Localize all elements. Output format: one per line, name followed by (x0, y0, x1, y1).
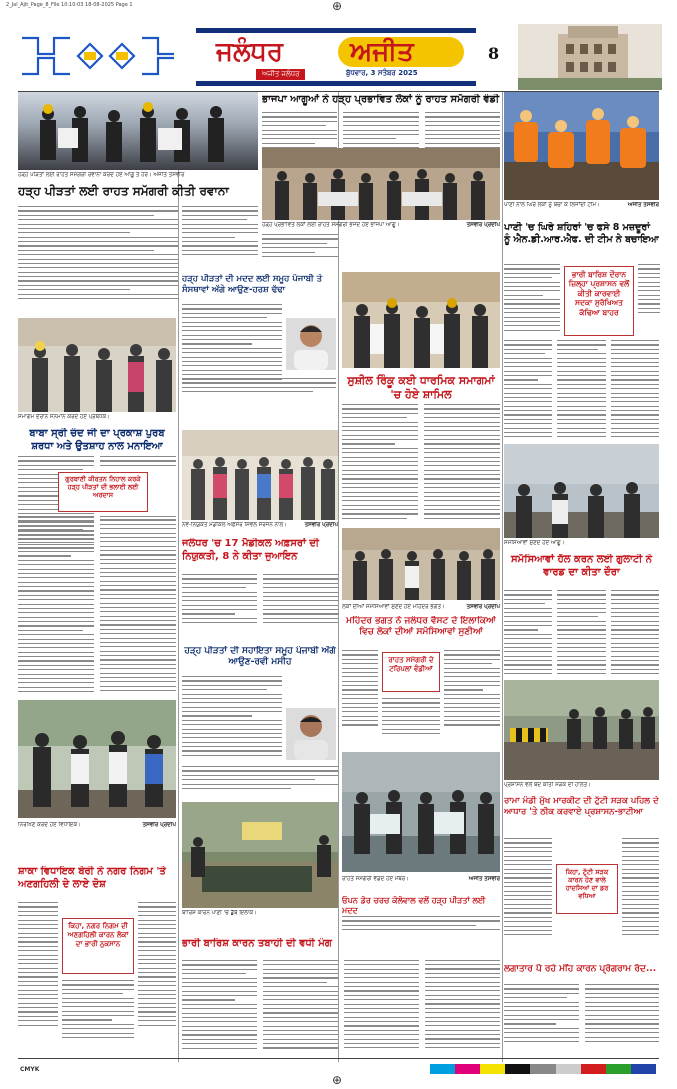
story3-caption (504, 202, 659, 209)
story13-photo (342, 752, 500, 872)
story9-body-col2 (444, 650, 500, 746)
column-rule (338, 92, 339, 1062)
story6-headline: ਬਾਬਾ ਸ੍ਰੀ ਚੰਦ ਜੀ ਦਾ ਪ੍ਰਕਾਸ਼ ਪੁਰਬ ਸ਼ਰਧਾ ਅਤੇ ਉਤਸ਼ਾਹ ਨਾਲ ਮਨਾਇਆ (29, 428, 165, 452)
story12-caption: ਬਾਰਿਸ਼ ਕਾਰਨ ਪਾਣੀ 'ਚ ਡੁੱਬੇ ਇਲਾਕੇ। (182, 910, 257, 916)
section-rule (18, 1058, 659, 1059)
file-info-strip: 2_Jal_Ajit_Page_8_File 10:10:03 18-08-2025 Page 1 (6, 2, 133, 8)
column-rule (502, 92, 503, 1062)
story1-headline: ਹੜ੍ਹ ਪੀੜਤਾਂ ਲਈ ਰਾਹਤ ਸਮੱਗਰੀ ਕੀਤੀ ਰਵਾਨਾ (18, 184, 229, 198)
story14-photo (504, 680, 659, 780)
masthead (18, 24, 662, 90)
story14-highlight-box: ਕਿਹਾ, ਟੁੱਟੀ ਸੜਕ ਕਾਰਨ ਹੋਣ ਵਾਲੇ ਹਾਦਸਿਆਂ ਦਾ ਡਰ ਵਧਿਆ (556, 864, 618, 914)
masthead-right-building (518, 24, 662, 90)
story11-caption-text: ਨਿਰੀਖਣ ਕਰਦੇ ਹੋਏ ਵਿਧਾਇਕ। (18, 822, 81, 828)
story3-body (504, 264, 560, 334)
story11-body-lower (62, 980, 134, 1052)
story2-credit: ਤਸਵੀਰ ਪ੍ਰਦੀਪ (466, 222, 500, 228)
column-rule (178, 92, 179, 1062)
color-swatch-grey (530, 1064, 555, 1074)
section-rule (18, 91, 659, 92)
story10-portrait (286, 708, 336, 760)
story7-caption (182, 522, 338, 529)
story1-photo (18, 92, 258, 170)
story1-caption: ਹੜ੍ਹ ਪੀੜਤਾਂ ਲਈ ਰਾਹਤ ਸਮੱਗਰੀ ਰਵਾਨਾ ਕਰਦੇ ਹੋਏ ਆਗੂ ਤੇ ਹੋਰ। ਅਜੀਤ ਤਸਵੀਰ (18, 172, 185, 178)
story3-body-lower (504, 340, 659, 440)
story7-headline: ਜਲੰਧਰ 'ਚ 17 ਮੈਡੀਕਲ ਅਫ਼ਸਰਾਂ ਦੀ ਨਿਯੁਕਤੀ, 8 ਨੇ ਕੀਤਾ ਜੁਆਇਨ (182, 538, 320, 562)
story11-body (18, 902, 58, 1052)
story2-caption-text: ਹੜ੍ਹ ਪ੍ਰਭਾਵਿਤ ਲੋਕਾਂ ਲਈ ਰਾਹਤ ਸਮੱਗਰੀ ਭੇਜਦੇ ਹੋਏ ਭਾਜਪਾ ਆਗੂ। (262, 222, 400, 228)
story12-body (182, 960, 500, 1052)
story6-body-lower (18, 516, 176, 692)
footer-cmyk-label: CMYK (20, 1066, 40, 1073)
story9-caption-text: ਲੋਕਾਂ ਦੀਆਂ ਸਮੱਸਿਆਵਾਂ ਸੁਣਦੇ ਹੋਏ ਮਹਿੰਦਰ ਭਗਤ। (342, 604, 445, 610)
story8-caption: ਸਮੱਸਿਆਵਾਂ ਸੁਣਦੇ ਹੋਏ ਆਗੂ। (504, 540, 565, 546)
story3-caption-text: ਪਾਣੀ ਨਾਲ ਘਿਰੇ ਲੋਕਾਂ ਨੂੰ ਬਚਾ ਕੇ ਲਿਜਾਂਦੀ ਟੀਮ। (504, 202, 600, 208)
story3-photo (504, 92, 659, 200)
story11-credit: ਤਸਵੀਰ ਪ੍ਰਦੀਪ (142, 822, 176, 828)
masthead-title-right: ਅਜੀਤ (350, 37, 414, 67)
story6-body-col2 (100, 456, 176, 471)
story9-highlight-box: ਰਾਹਤ ਸਮੱਗਰੀ ਦੇ ਟਰਿਪਲਾਂ ਵੰਡੀਆਂ (382, 652, 440, 692)
story9-credit: ਤਸਵੀਰ ਪ੍ਰਦੀਪ (466, 604, 500, 610)
story2-photo (262, 148, 500, 220)
story15-headline: ਲਗਾਤਾਰ ਪੈ ਰਹੇ ਮੀਂਹ ਕਾਰਨ ਪ੍ਰੋਗਰਾਮ ਰੱਦ... (504, 964, 657, 974)
color-swatch-cyan (430, 1064, 455, 1074)
story10-body (182, 676, 282, 766)
story4-headline: ਹੜ੍ਹ ਪੀੜਤਾਂ ਦੀ ਮਦਦ ਲਈ ਸਮੂਹ ਪੰਜਾਬੀ ਤੇ ਸੰਸਥਾਵਾਂ ਅੱਗੇ ਆਉਣ-ਹਰਸ਼ ਢੱਢਾ (182, 274, 323, 295)
color-swatch-black (505, 1064, 530, 1074)
story11-caption (18, 822, 176, 829)
color-swatch-red (581, 1064, 606, 1074)
story9-caption (342, 604, 500, 611)
story13-body (342, 916, 500, 934)
footer-color-bar (430, 1064, 656, 1074)
story3-credit: ਅਜੀਤ ਤਸਵੀਰ (627, 202, 659, 208)
story13-credit: ਅਜੀਤ ਤਸਵੀਰ (468, 876, 500, 882)
story3-highlight-box: ਭਾਰੀ ਬਾਰਿਸ਼ ਦੌਰਾਨ ਜ਼ਿਲ੍ਹਾ ਪ੍ਰਸ਼ਾਸਨ ਵਲੋਂ ਕੀਤੀ ਕਾਰਵਾਈ ਸਦਕਾ ਸੁਰੱਖਿਅਤ ਕੱਢਿਆ ਬਾਹਰ (564, 266, 634, 336)
story2-caption (262, 222, 500, 229)
story5-body (342, 404, 500, 522)
story9-photo (342, 528, 500, 600)
color-swatch-blue (631, 1064, 656, 1074)
story6-highlight-box: ਗੁਰਬਾਣੀ ਕੀਰਤਨ ਨਿਹਾਲ ਕਰਕੇ ਹੜ੍ਹ ਪੀੜਤਾਂ ਦੀ ਭਲਾਈ ਲਈ ਅਰਦਾਸ (58, 472, 148, 512)
masthead-left-pattern (18, 30, 178, 82)
story9-headline: ਮਹਿੰਦਰ ਭਗਤ ਨੇ ਜਲੰਧਰ ਵੈਸਟ ਦੇ ਇਲਾਕਿਆਂ ਵਿਚ ਲੋਕਾਂ ਦੀਆਂ ਸਮੱਸਿਆਵਾਂ ਸੁਣੀਆਂ (346, 616, 496, 638)
registration-mark-bottom: ⊕ (332, 1073, 343, 1087)
story5-photo (342, 272, 500, 368)
story4-portrait (286, 318, 336, 370)
masthead-date: ਬੁੱਧਵਾਰ, 3 ਸਤੰਬਰ 2025 (346, 69, 418, 77)
page-number: 8 (488, 44, 500, 63)
color-swatch-green (606, 1064, 631, 1074)
story5-headline: ਸੁਸ਼ੀਲ ਰਿੰਕੂ ਕਈ ਧਾਰਮਿਕ ਸਮਾਗਮਾਂ 'ਚ ਹੋਏ ਸ਼ਾਮਿਲ (347, 374, 495, 401)
story11-photo (18, 700, 176, 818)
story8-headline: ਸਮੱਸਿਆਵਾਂ ਹੱਲ ਕਰਨ ਲਈ ਗੁਲਾਟੀ ਨੇ ਵਾਰਡ ਦਾ ਕੀਤਾ ਦੌਰਾ (511, 554, 652, 578)
color-swatch-magenta (455, 1064, 480, 1074)
story11-body-col2 (138, 902, 176, 1052)
story1-body (18, 206, 178, 311)
story7-body (182, 574, 338, 634)
masthead-sub-left: ਅਜੀਤ ਜਲੰਧਰ (256, 69, 305, 80)
story1-body-col2 (182, 206, 258, 266)
story11-highlight-box: ਕਿਹਾ, ਨਗਰ ਨਿਗਮ ਦੀ ਅਣਗਹਿਲੀ ਕਾਰਨ ਲੋਕਾਂ ਦਾ ਭਾਰੀ ਨੁਕਸਾਨ (62, 918, 134, 974)
story14-caption: ਪ੍ਰਸ਼ਾਸਨ ਵਲੋਂ ਬੰਦ ਕੀਤੀ ਸੜਕ ਦੀ ਹਾਲਤ। (504, 782, 591, 788)
story14-headline: ਰਾਮਾ ਮੰਡੀ ਮੁੱਖ ਮਾਰਕੀਟ ਦੀ ਟੁੱਟੀ ਸੜਕ ਪਹਿਲ ਦੇ ਆਧਾਰ 'ਤੇ ਠੀਕ ਕਰਵਾਏ ਪ੍ਰਸ਼ਾਸਨ-ਭਾਟੀਆ (504, 796, 659, 817)
story9-body-lower (382, 698, 440, 746)
story9-body (342, 650, 378, 746)
color-swatch-yellow (480, 1064, 505, 1074)
story11-headline: ਸ਼ਾਕਾ ਵਿਧਾਇਕ ਬੇਰੀ ਨੇ ਨਗਰ ਨਿਗਮ 'ਤੇ ਅਣਗਹਿਲੀ ਦੇ ਲਾਏ ਦੋਸ਼ (18, 866, 166, 890)
story13-headline: ਓਪਨ ਡੋਰ ਚਰਚ ਕੋਲੋਵਾਲ ਵਲੋਂ ਹੜ੍ਹ ਪੀੜਤਾਂ ਲਈ ਮਦਦ (342, 896, 486, 915)
story8-body (504, 590, 659, 676)
story3-body-right (638, 264, 660, 334)
story2-headline: ਭਾਜਪਾ ਆਗੂਆਂ ਨੇ ਹੜ੍ਹ ਪ੍ਰਭਾਵਿਤ ਲੋਕਾਂ ਨੂੰ ਰਾਹਤ ਸਮੱਗਰੀ ਵੰਡੀ (262, 94, 500, 105)
story6-caption: ਸਮਾਗਮ ਦੌਰਾਨ ਸਨਮਾਨ ਕਰਦੇ ਹੋਏ ਪ੍ਰਬੰਧਕ। (18, 414, 110, 420)
story7-caption-text: ਨਵ-ਨਿਯੁਕਤ ਮੈਡੀਕਲ ਅਫ਼ਸਰ ਸਿਵਲ ਸਰਜਨ ਨਾਲ। (182, 522, 287, 528)
story13-caption (342, 876, 500, 883)
story10-body-lower (182, 766, 338, 796)
story14-body-col2 (622, 838, 659, 958)
story12-headline: ਭਾਰੀ ਬਾਰਿਸ਼ ਕਾਰਨ ਤਬਾਹੀ ਦੀ ਵਧੀ ਮੰਗ (182, 938, 332, 949)
story3-headline: ਪਾਣੀ 'ਚ ਘਿਰੇ ਸ਼ਹਿਰਾਂ 'ਚ ਫਸੇ 8 ਮਜ਼ਦੂਰਾਂ ਨੂੰ ਐਨ.ਡੀ.ਆਰ.ਐਫ. ਦੀ ਟੀਮ ਨੇ ਬਚਾਇਆ (504, 222, 659, 245)
masthead-title-left: ਜਲੰਧਰ (216, 37, 284, 67)
masthead-title-panel (196, 28, 476, 86)
story7-credit: ਤਸਵੀਰ ਪ੍ਰਦੀਪ (304, 522, 338, 528)
story4-body-lower (182, 378, 336, 398)
color-swatch-light (556, 1064, 581, 1074)
story13-caption-text: ਰਾਹਤ ਸਮੱਗਰੀ ਵੰਡਦੇ ਹੋਏ ਮੈਂਬਰ। (342, 876, 409, 882)
story8-photo (504, 444, 659, 538)
story6-photo (18, 318, 176, 412)
story14-body (504, 838, 552, 958)
registration-mark-top: ⊕ (332, 0, 343, 13)
story10-headline: ਹੜ੍ਹ ਪੀੜਤਾਂ ਦੀ ਸਹਾਇਤਾ ਸਮੂਹ ਪੰਜਾਬੀ ਅੱਗੇ ਆਉਣ-ਰਵੀ ਮਸੀਹ (184, 646, 336, 668)
story7-photo (182, 430, 338, 520)
story2-body-lower (262, 234, 338, 260)
story15-body (504, 984, 659, 1052)
story12-photo (182, 802, 338, 908)
